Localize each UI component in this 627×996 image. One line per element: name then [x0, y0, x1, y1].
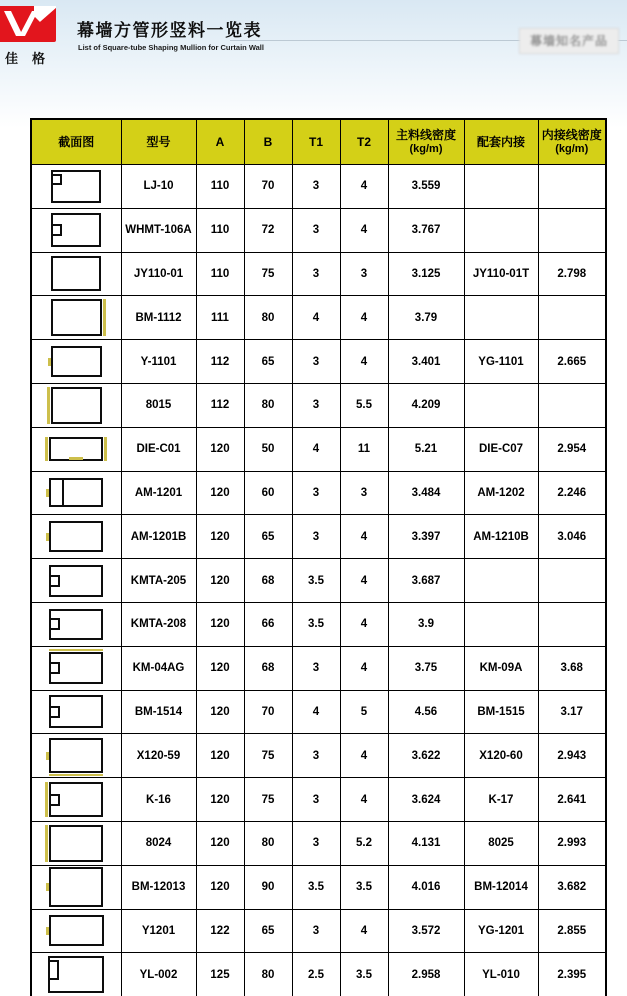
cell-t2: 4: [340, 515, 388, 559]
cell-section-drawing: [31, 821, 121, 865]
section-feature-notch-mid: [49, 794, 60, 806]
cell-main-density: 4.209: [388, 383, 464, 427]
table-row: [31, 208, 606, 252]
cell-t2: 4: [340, 340, 388, 384]
cell-mate-density: 2.993: [538, 821, 606, 865]
cell-mate-model: [464, 559, 538, 603]
cell-mate-model: BM-1515: [464, 690, 538, 734]
section-feature-notch-top: [51, 174, 62, 185]
cross-section-icon: [51, 213, 101, 247]
cell-section-drawing: [31, 471, 121, 515]
cell-model: JY110-01: [121, 252, 196, 296]
table-row: [31, 427, 606, 471]
cell-mate-model: [464, 383, 538, 427]
cell-section-drawing: [31, 953, 121, 996]
section-feature-notch-double: [48, 960, 59, 980]
cell-t2: 4: [340, 559, 388, 603]
cell-model: AM-1201: [121, 471, 196, 515]
logo-company-name: 佳格: [4, 52, 59, 67]
cell-t2: 3.5: [340, 953, 388, 996]
cross-section-icon: [49, 565, 103, 597]
cell-a: 120: [196, 734, 244, 778]
section-feature-notch-mid: [49, 618, 60, 630]
cross-section-icon: [49, 652, 103, 684]
cell-b: 75: [244, 778, 292, 822]
cell-a: 120: [196, 821, 244, 865]
cell-b: 75: [244, 252, 292, 296]
cell-model: BM-1112: [121, 296, 196, 340]
cell-model: BM-1514: [121, 690, 196, 734]
cell-t2: 4: [340, 778, 388, 822]
table-row: [31, 252, 606, 296]
cell-t2: 4: [340, 165, 388, 209]
cell-main-density: 3.624: [388, 778, 464, 822]
cell-b: 70: [244, 690, 292, 734]
cell-model: WHMT-106A: [121, 208, 196, 252]
cell-mate-density: 2.855: [538, 909, 606, 953]
cell-t1: 3: [292, 340, 340, 384]
section-feature-tick-left: [46, 927, 49, 935]
cell-model: AM-1201B: [121, 515, 196, 559]
cell-mate-model: 8025: [464, 821, 538, 865]
section-feature-yellow-left: [45, 437, 48, 461]
cell-mate-model: AM-1202: [464, 471, 538, 515]
cross-section-icon: [51, 170, 101, 203]
cell-b: 68: [244, 559, 292, 603]
cell-a: 120: [196, 778, 244, 822]
cell-mate-model: AM-1210B: [464, 515, 538, 559]
cross-section-icon: [48, 956, 104, 993]
section-feature-tick-left: [46, 752, 49, 760]
cell-mate-model: [464, 296, 538, 340]
cell-b: 80: [244, 383, 292, 427]
cell-section-drawing: [31, 602, 121, 646]
section-feature-yellow-left: [47, 387, 50, 424]
section-feature-tick-bottom: [69, 457, 83, 460]
cell-main-density: 4.56: [388, 690, 464, 734]
cell-mate-model: YG-1201: [464, 909, 538, 953]
cell-main-density: 2.958: [388, 953, 464, 996]
cell-main-density: 3.687: [388, 559, 464, 603]
cell-t2: 4: [340, 734, 388, 778]
column-header-0: 截面图: [31, 119, 121, 165]
cell-section-drawing: [31, 383, 121, 427]
column-header-4: T1: [292, 119, 340, 165]
cell-a: 122: [196, 909, 244, 953]
cell-main-density: 3.125: [388, 252, 464, 296]
cell-t1: 3: [292, 471, 340, 515]
section-feature-notch-mid: [49, 706, 60, 718]
cell-b: 80: [244, 821, 292, 865]
cell-a: 120: [196, 427, 244, 471]
cell-mate-model: YL-010: [464, 953, 538, 996]
table-row: [31, 340, 606, 384]
column-header-3: B: [244, 119, 292, 165]
cell-a: 110: [196, 252, 244, 296]
cell-t1: 3: [292, 165, 340, 209]
cell-section-drawing: [31, 865, 121, 909]
table-row: [31, 734, 606, 778]
cell-t2: 4: [340, 296, 388, 340]
column-header-8: 内接线密度 (kg/m): [538, 119, 606, 165]
cell-t2: 3: [340, 252, 388, 296]
cell-main-density: 4.016: [388, 865, 464, 909]
cell-mate-density: [538, 208, 606, 252]
cell-mate-density: 3.682: [538, 865, 606, 909]
section-feature-tick-left: [46, 489, 49, 497]
cross-section-icon: [49, 782, 103, 817]
cell-a: 112: [196, 383, 244, 427]
cell-a: 120: [196, 865, 244, 909]
cell-t1: 3.5: [292, 559, 340, 603]
cell-t2: 4: [340, 646, 388, 690]
section-feature-tick-left: [46, 883, 49, 891]
cell-t1: 4: [292, 296, 340, 340]
cell-a: 120: [196, 646, 244, 690]
table-row: [31, 471, 606, 515]
cell-main-density: 3.767: [388, 208, 464, 252]
cell-mate-density: 2.665: [538, 340, 606, 384]
cell-mate-model: [464, 208, 538, 252]
cross-section-icon: [49, 437, 103, 461]
cell-section-drawing: [31, 208, 121, 252]
table-row: [31, 865, 606, 909]
cell-model: Y1201: [121, 909, 196, 953]
corner-badge: 幕墙知名产品: [519, 28, 619, 54]
cell-t1: 3.5: [292, 865, 340, 909]
cross-section-icon: [51, 387, 102, 424]
cell-mate-model: YG-1101: [464, 340, 538, 384]
cell-t1: 3: [292, 208, 340, 252]
column-header-1: 型号: [121, 119, 196, 165]
cell-b: 90: [244, 865, 292, 909]
table-header-row: [31, 119, 606, 165]
cell-a: 120: [196, 690, 244, 734]
cell-b: 72: [244, 208, 292, 252]
cross-section-icon: [51, 346, 102, 377]
cell-mate-density: 2.641: [538, 778, 606, 822]
cell-mate-density: 2.943: [538, 734, 606, 778]
cell-mate-density: 2.246: [538, 471, 606, 515]
cross-section-icon: [49, 738, 103, 773]
cell-mate-model: X120-60: [464, 734, 538, 778]
cell-section-drawing: [31, 690, 121, 734]
section-feature-notch-mid: [51, 224, 62, 236]
section-feature-yellow-right: [104, 437, 107, 461]
cell-mate-density: 2.395: [538, 953, 606, 996]
cell-mate-density: [538, 296, 606, 340]
cell-t1: 3: [292, 778, 340, 822]
cell-t1: 4: [292, 427, 340, 471]
cell-main-density: 3.484: [388, 471, 464, 515]
cross-section-icon: [49, 867, 103, 907]
section-feature-yellow-right: [103, 299, 106, 336]
cell-t1: 3: [292, 909, 340, 953]
table-row: [31, 646, 606, 690]
cell-section-drawing: [31, 296, 121, 340]
cell-mate-model: DIE-C07: [464, 427, 538, 471]
cell-t2: 11: [340, 427, 388, 471]
table-row: [31, 515, 606, 559]
cell-mate-model: JY110-01T: [464, 252, 538, 296]
table-row: [31, 953, 606, 996]
table-row: [31, 296, 606, 340]
cell-model: BM-12013: [121, 865, 196, 909]
section-feature-tick-left: [48, 358, 51, 366]
cell-t1: 2.5: [292, 953, 340, 996]
cell-a: 110: [196, 208, 244, 252]
cell-section-drawing: [31, 165, 121, 209]
cell-b: 65: [244, 909, 292, 953]
cell-model: Y-1101: [121, 340, 196, 384]
cell-main-density: 3.79: [388, 296, 464, 340]
cell-b: 80: [244, 953, 292, 996]
cell-mate-density: 3.68: [538, 646, 606, 690]
cross-section-icon: [49, 521, 103, 552]
cell-mate-density: [538, 165, 606, 209]
cell-section-drawing: [31, 252, 121, 296]
cell-b: 65: [244, 515, 292, 559]
cell-a: 111: [196, 296, 244, 340]
cell-a: 120: [196, 515, 244, 559]
cell-a: 125: [196, 953, 244, 996]
cell-b: 75: [244, 734, 292, 778]
cell-model: K-16: [121, 778, 196, 822]
cell-a: 120: [196, 602, 244, 646]
cell-t1: 3: [292, 821, 340, 865]
cross-section-icon: [51, 299, 102, 336]
cross-section-icon: [51, 256, 101, 291]
section-feature-tick-left: [46, 533, 49, 541]
table-row: [31, 909, 606, 953]
cell-section-drawing: [31, 515, 121, 559]
section-feature-notch-mid: [49, 662, 60, 674]
cell-b: 68: [244, 646, 292, 690]
cell-mate-model: KM-09A: [464, 646, 538, 690]
cell-main-density: 4.131: [388, 821, 464, 865]
cell-main-density: 3.572: [388, 909, 464, 953]
cell-main-density: 3.622: [388, 734, 464, 778]
cell-section-drawing: [31, 734, 121, 778]
cell-section-drawing: [31, 778, 121, 822]
table-row: [31, 778, 606, 822]
cell-b: 80: [244, 296, 292, 340]
mullion-spec-table: [30, 118, 607, 996]
cell-section-drawing: [31, 427, 121, 471]
cell-b: 50: [244, 427, 292, 471]
cell-t1: 4: [292, 690, 340, 734]
cell-mate-density: [538, 383, 606, 427]
cross-section-icon: [49, 915, 104, 946]
cell-main-density: 3.397: [388, 515, 464, 559]
cell-a: 112: [196, 340, 244, 384]
cell-mate-model: BM-12014: [464, 865, 538, 909]
cell-t1: 3.5: [292, 602, 340, 646]
cell-section-drawing: [31, 909, 121, 953]
cell-t1: 3: [292, 515, 340, 559]
column-header-5: T2: [340, 119, 388, 165]
page-subtitle: List of Square-tube Shaping Mullion for Curtain Wall: [78, 43, 264, 52]
cell-t2: 3: [340, 471, 388, 515]
cell-main-density: 3.559: [388, 165, 464, 209]
table-body: [31, 165, 606, 996]
cell-a: 120: [196, 559, 244, 603]
table-row: [31, 821, 606, 865]
cell-model: 8024: [121, 821, 196, 865]
logo-mark: [0, 6, 58, 48]
cell-model: KM-04AG: [121, 646, 196, 690]
cross-section-icon: [49, 695, 103, 728]
cell-t1: 3: [292, 252, 340, 296]
column-header-2: A: [196, 119, 244, 165]
cell-mate-density: 3.17: [538, 690, 606, 734]
cell-t1: 3: [292, 383, 340, 427]
cell-t1: 3: [292, 646, 340, 690]
cell-mate-density: 2.798: [538, 252, 606, 296]
cross-section-icon: [49, 825, 103, 862]
cell-a: 120: [196, 471, 244, 515]
cell-section-drawing: [31, 559, 121, 603]
cell-t2: 4: [340, 909, 388, 953]
cell-main-density: 3.9: [388, 602, 464, 646]
cell-model: YL-002: [121, 953, 196, 996]
cell-section-drawing: [31, 646, 121, 690]
table-row: [31, 559, 606, 603]
cross-section-icon: [49, 609, 103, 640]
cell-t2: 5: [340, 690, 388, 734]
cell-t1: 3: [292, 734, 340, 778]
section-feature-yellow-left: [45, 825, 48, 862]
page-title: 幕墙方管形竖料一览表: [77, 21, 262, 40]
cell-t2: 4: [340, 208, 388, 252]
section-feature-notch-mid: [49, 575, 60, 587]
section-feature-yellow-left: [45, 782, 48, 817]
cell-mate-density: [538, 602, 606, 646]
cell-model: KMTA-208: [121, 602, 196, 646]
column-header-7: 配套内接: [464, 119, 538, 165]
section-feature-yellow-top: [49, 649, 103, 651]
table-row: [31, 383, 606, 427]
cell-main-density: 3.401: [388, 340, 464, 384]
cell-section-drawing: [31, 340, 121, 384]
cell-b: 66: [244, 602, 292, 646]
cell-mate-density: 3.046: [538, 515, 606, 559]
cell-b: 65: [244, 340, 292, 384]
cell-model: LJ-10: [121, 165, 196, 209]
company-logo-icon: [0, 6, 58, 48]
cell-mate-model: K-17: [464, 778, 538, 822]
cell-a: 110: [196, 165, 244, 209]
table-row: [31, 165, 606, 209]
cell-mate-model: [464, 602, 538, 646]
cross-section-icon: [49, 478, 103, 507]
cell-b: 60: [244, 471, 292, 515]
column-header-6: 主料线密度 (kg/m): [388, 119, 464, 165]
cell-mate-density: 2.954: [538, 427, 606, 471]
cell-model: DIE-C01: [121, 427, 196, 471]
cell-t2: 5.5: [340, 383, 388, 427]
cell-t2: 5.2: [340, 821, 388, 865]
cell-main-density: 5.21: [388, 427, 464, 471]
cell-mate-model: [464, 165, 538, 209]
section-feature-divider-left: [62, 478, 64, 507]
cell-b: 70: [244, 165, 292, 209]
section-feature-yellow-bottom: [49, 774, 103, 776]
table-row: [31, 690, 606, 734]
cell-t2: 3.5: [340, 865, 388, 909]
cell-main-density: 3.75: [388, 646, 464, 690]
cell-model: 8015: [121, 383, 196, 427]
cell-model: X120-59: [121, 734, 196, 778]
cell-model: KMTA-205: [121, 559, 196, 603]
cell-t2: 4: [340, 602, 388, 646]
table-header: [31, 119, 606, 165]
cell-mate-density: [538, 559, 606, 603]
table-row: [31, 602, 606, 646]
